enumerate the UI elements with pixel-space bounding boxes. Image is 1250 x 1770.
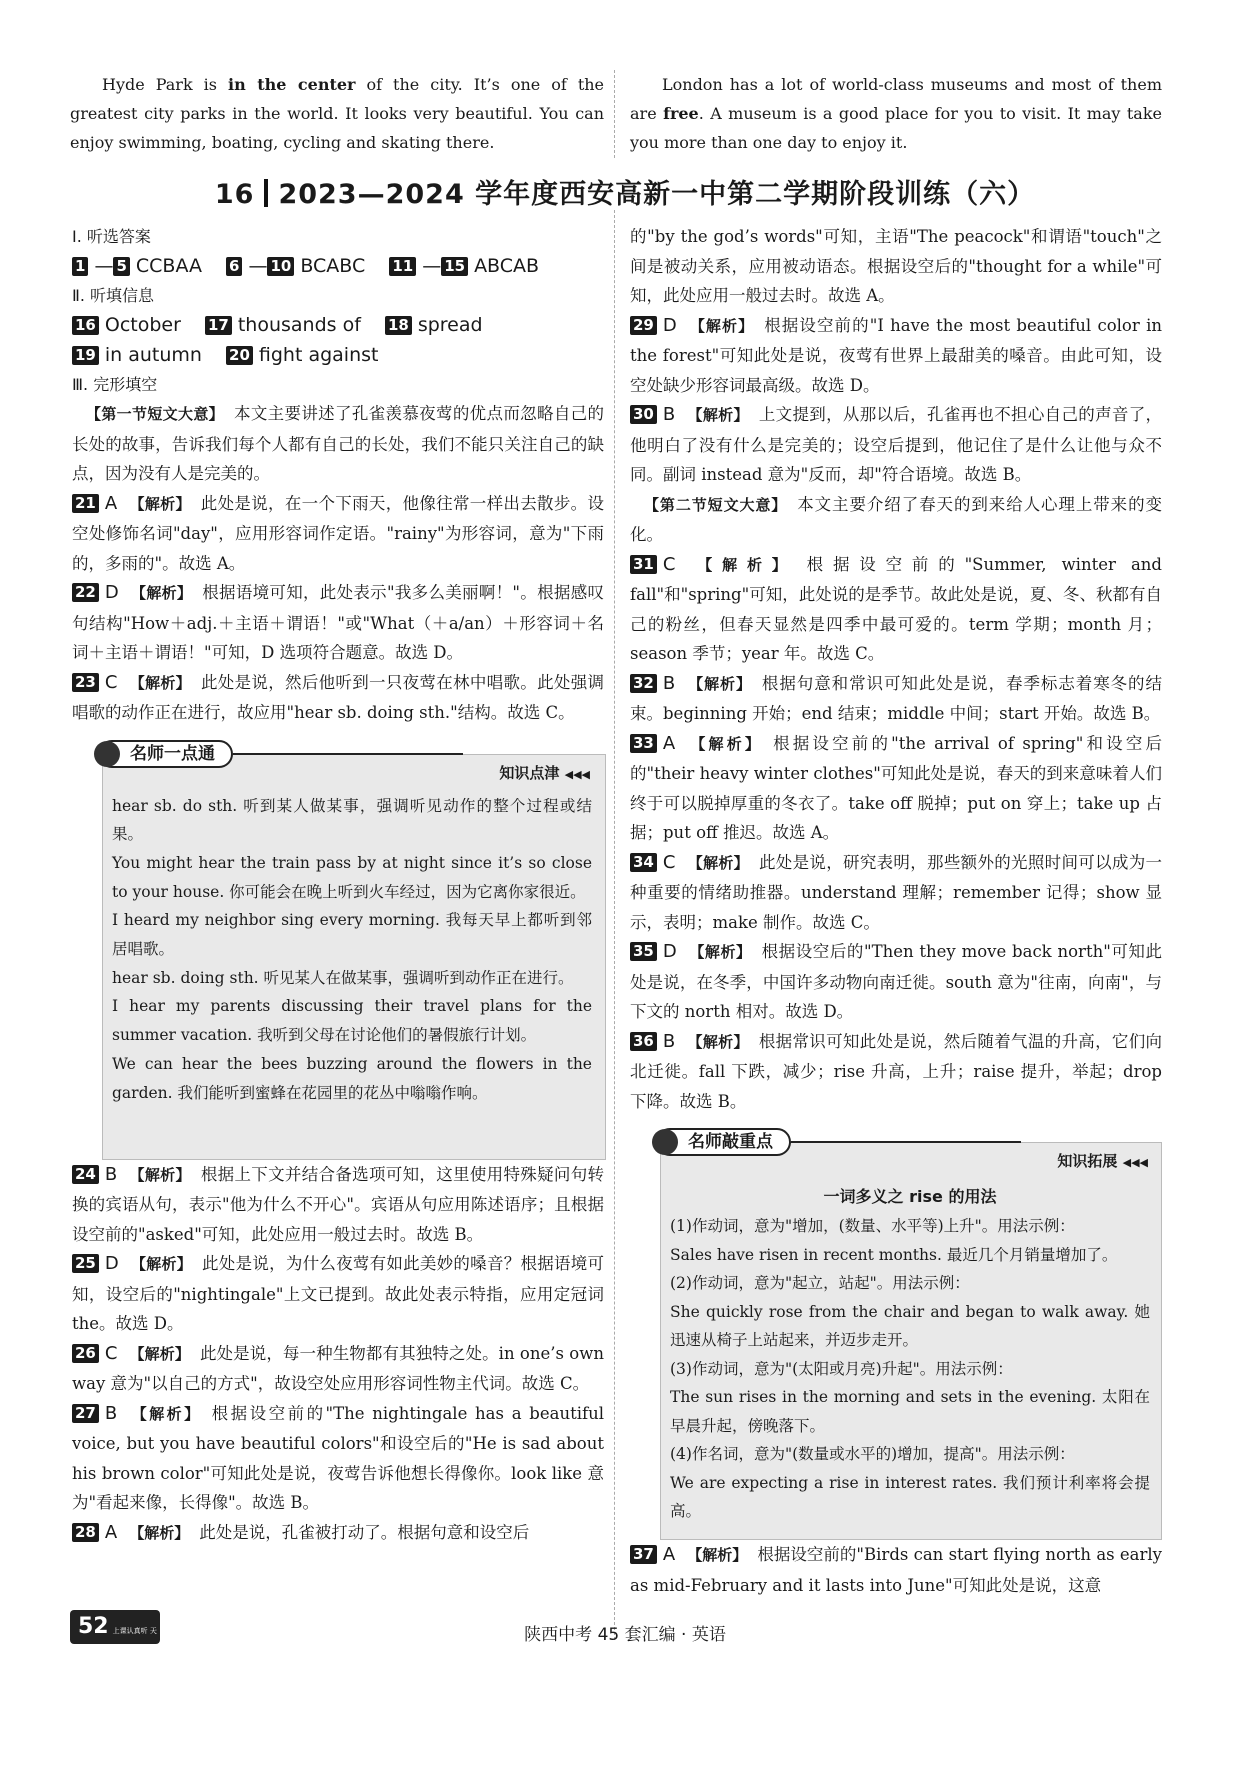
tip-line: (3)作动词，意为"(太阳或月亮)升起"。用法示例： [670,1359,1013,1378]
tip-box [630,1124,1162,1540]
answer-letter: C [662,553,676,575]
analysis-text: 根据设空前的"Summer, winter and fall"和"spring"可知，此处说的是季节。故此处是说，夏、冬、秋都有自己的粉丝，但春天显然是四季中最可爱的。term 学期；month 月；season 季节；year 年。故选 C。 [630,554,1162,663]
analysis-tag: 【解析】 [688,316,755,335]
question-number: 30 [630,405,657,424]
analysis-tag: 【解析】 [688,943,752,961]
analysis-tag: 【解析】 [687,406,749,424]
answer-item [630,550,1162,669]
answer-item [72,489,604,579]
tip-badge: 知识拓展 ◀◀◀ [1057,1152,1148,1170]
tip-line: (1)作动词，意为"增加，(数量、水平等)上升"。用法示例： [670,1217,1075,1235]
answer-letter: B [104,1163,118,1185]
answer-letter: C [104,671,118,693]
question-number: 29 [630,316,657,335]
question-number: 32 [630,674,657,693]
analysis-text: 根据设空前的"Birds can start flying north as early as mid-February and it lasts into June"可知此处是说，这意 [630,1545,1162,1595]
question-number: 21 [72,494,99,513]
left-column [72,222,604,1548]
analysis-tag: 【解析】 [129,1344,190,1363]
question-number: 25 [72,1254,99,1273]
tip-box-content [670,1212,1150,1526]
page-number-badge: 52 上课认真听 天天练不 [70,1610,160,1644]
tip-line: Sales have risen in recent months. 最近几个月销量增加了。 [670,1245,1118,1264]
tip-line: She quickly rose from the chair and began to walk away. 她迅速从椅子上站起来，并迈步走开。 [670,1302,1150,1349]
section-heading: Ⅰ. 听选答案 [72,227,151,246]
tip-line: hear sb. doing sth. 听见某人在做某事，强调听到动作正在进行。 [112,968,574,987]
tip-box-content [112,792,592,1108]
question-number: 24 [72,1165,99,1184]
answer-letter: D [104,1253,119,1274]
tip-line: We can hear the bees buzzing around the flowers in the garden. 我们能听到蜜蜂在花园里的花丛中嗡嗡作响。 [112,1054,592,1102]
analysis-text: 根据常识可知此处是说，然后随着气温的升高，它们向北迁徙。fall 下跌，减少；rise 升高，上升；raise 提升，举起；drop 下降。故选 B。 [630,1031,1162,1111]
analysis-text: 根据设空前的"the arrival of spring"和设空后的"their heavy winter clothes"可知此处是说，春天的到来意味着人们终于可以脱掉厚重的冬衣了。take off 脱掉；put on 穿上；take up 占据；put off 推迟。故选 A。 [630,733,1162,842]
teacher-icon [652,1129,678,1155]
tip-box-header: 名师敲重点 [652,1128,1021,1156]
tip-line: The sun rises in the morning and sets in the evening. 太阳在早晨升起，傍晚落下。 [670,1388,1150,1435]
section-title: 16 2023—2024 学年度西安高新一中第二学期阶段训练（六） [214,179,1036,210]
answer-item [72,578,604,668]
continued-text: 的"by the god’s words"可知，主语"The peacock"和谓语"touch"之间是被动关系，应用被动语态。根据设空后的"thought for a while"可知，此处应用一般过去时。故选 A。 [630,227,1162,305]
tip-line: You might hear the train pass by at night since it’s so close to your house. 你可能会在晚上听到火车经过，因为它离你家很近。 [112,853,592,901]
analysis-text: 根据上下文并结合备选项可知，这里使用特殊疑问句转换的宾语从句，表示"他为什么不开心"。宾语从句应用陈述语序；且根据设空前的"asked"可知，此处应用一般过去时。故选 B。 [72,1164,604,1244]
answer-letter: C [104,1342,118,1364]
analysis-text: 上文提到，从那以后，孔雀再也不担心自己的声音了，他明白了没有什么是完美的；设空后提到，他记住了是什么让他与众不同。副词 instead 意为"反而，却"符合语境。故选 B。 [630,405,1162,484]
analysis-text: 根据设空后的"Then they move back north"可知此处是说，在冬季，中国许多动物向南迁徙。south 意为"往南，向南"，与下文的 north 相对。故选 D。 [630,942,1162,1021]
section-heading: Ⅱ. 听填信息 [72,286,155,305]
answer-letter: D [662,314,677,336]
answer-letter: D [104,582,119,603]
right-column [630,222,1162,1600]
footer-title: 陕西中考 45 套汇编 · 英语 [524,1625,726,1645]
answer-item [630,1027,1162,1117]
teacher-icon [94,741,120,767]
question-number: 28 [72,1523,99,1542]
question-number: 23 [72,673,99,692]
analysis-text: 此处是说，然后他听到一只夜莺在林中唱歌。此处强调唱歌的动作正在进行，故应用"hear sb. doing sth."结构。故选 C。 [72,672,604,722]
question-number: 33 [630,734,657,753]
analysis-text: 此处是说，孔雀被打动了。根据句意和设空后 [199,1522,530,1542]
analysis-text: 根据设空前的"The nightingale has a beautiful voice, but you have beautiful colors"和设空后的"He is sad about his brown color"可知此处是说，夜莺告诉他想长得像你。look like 意为"看起来像，长得像"。故选 B。 [72,1403,604,1512]
answer-item [630,729,1162,848]
section-heading: Ⅲ. 完形填空 [72,375,158,394]
question-number: 22 [72,583,99,602]
analysis-tag: 【解析】 [129,673,191,692]
analysis-tag: 【解析】 [130,584,193,602]
answer-item [630,848,1162,938]
fill-answers: 16 October 17 thousands of 18 spread [72,310,604,340]
question-number: 35 [630,942,657,961]
question-number: 34 [630,853,657,872]
arrows-icon: ◀◀◀ [1122,1156,1148,1169]
answer-item [72,1249,604,1339]
answer-letter: B [662,672,676,694]
analysis-tag: 【解析】 [129,1523,190,1542]
answer-item [630,937,1162,1027]
analysis-tag: 【解析】 [687,1032,749,1051]
analysis-text: 此处是说，研究表明，那些额外的光照时间可以成为一种重要的情绪助推器。understand 理解；remember 记得；show 显示，表明；make 制作。故选 C。 [630,852,1162,932]
answer-letter: C [662,851,676,873]
analysis-text: 根据语境可知，此处表示"我多么美丽啊！"。根据感叹句结构"How＋adj.＋主语＋谓语！"或"What（＋a/an）＋形容词＋名词＋主语＋谓语！"可知，D 选项符合题意。故选 D。 [72,583,604,662]
tip-line: (2)作动词，意为"起立，站起"。用法示例： [670,1274,970,1292]
tip-line: I hear my parents discussing their travel plans for the summer vacation. 我听到父母在讨论他们的暑假旅行计划。 [112,997,592,1045]
question-number: 26 [72,1344,99,1363]
analysis-tag: 【解析】 [687,555,797,574]
answer-letter: A [104,492,118,514]
answer-item [630,669,1162,729]
answer-item [72,1518,604,1549]
analysis-tag: 【解析】 [687,853,749,872]
analysis-tag: 【解析】 [129,1404,202,1423]
analysis-text: 根据句意和常识可知此处是说，春季标志着寒冬的结束。beginning 开始；end 结束；middle 中间；start 开始。故选 B。 [630,673,1162,723]
tip-box [72,736,604,1160]
answer-letter: B [662,1030,676,1052]
tip-box-header: 名师一点通 [94,740,463,768]
question-number: 36 [630,1032,657,1051]
answer-item [72,1339,604,1399]
answer-letter: A [104,1521,118,1543]
top-right-passage: London has a lot of world-class museums and most of them are free. A museum is a good place for you to visit. It may take you more than one day to enjoy it. [630,75,1162,152]
tip-line: (4)作名词，意为"(数量或水平的)增加，提高"。用法示例： [670,1445,1075,1463]
answer-item [630,400,1162,490]
analysis-tag: 【解析】 [687,674,752,693]
tip-line: hear sb. do sth. 听到某人做某事，强调听见动作的整个过程或结果。 [112,796,592,844]
question-number: 31 [630,555,657,574]
answer-item [630,311,1162,401]
tip-line: We are expecting a rise in interest rates. 我们预计利率将会提高。 [670,1473,1150,1520]
tip-badge: 知识点津 ◀◀◀ [499,763,590,782]
answer-letter: D [662,941,677,962]
answer-item [72,1160,604,1250]
question-number: 37 [630,1545,657,1564]
analysis-tag: 【解析】 [129,1165,191,1184]
analysis-tag: 【解析】 [687,1546,748,1564]
answer-letter: B [104,1402,118,1424]
analysis-text: 此处是说，为什么夜莺有如此美妙的嗓音？根据语境可知，设空后的"nightingale"上文已提到。故此处表示特指，应用定冠词 the。故选 D。 [72,1254,604,1333]
answer-item [72,668,604,728]
top-left-passage: Hyde Park is in the center of the city. It’s one of the greatest city parks in the world. It looks very beautiful. You can enjoy swimming, boating, cycling and skating there. [70,75,605,152]
analysis-text: 此处是说，在一个下雨天，他像往常一样出去散步。设空处修饰名词"day"，应用形容词作定语。"rainy"为形容词，意为"下雨的，多雨的"。故选 A。 [72,493,604,573]
answer-letter: B [662,404,676,425]
listening-answers: 1 — 5 CCBAA 6 — 10 BCABC 11 — 15 ABCAB [72,251,604,281]
top-divider [614,70,615,158]
analysis-text: 根据设空前的"I have the most beautiful color in the forest"可知此处是说，夜莺有世界上最甜美的嗓音。由此可知，设空处缺少形容词最高级。故选 D。 [630,315,1162,395]
column-divider [614,210,615,1640]
passage-summary: 【第二节短文大意】 本文主要介绍了春天的到来给人心理上带来的变化。 [630,494,1162,544]
analysis-text: 此处是说，每一种生物都有其独特之处。in one’s own way 意为"以自己的方式"，故设空处应用形容词性物主代词。故选 C。 [72,1343,604,1393]
arrows-icon: ◀◀◀ [564,767,590,781]
analysis-tag: 【解析】 [130,1255,193,1273]
passage-summary: 【第一节短文大意】 本文主要讲述了孔雀羡慕夜莺的优点而忽略自己的长处的故事，告诉我们每个人都有自己的长处，我们不能只关注自己的缺点，因为没有人是完美的。 [72,404,604,483]
question-number: 27 [72,1404,99,1423]
answer-item [630,1540,1162,1600]
answer-letter: A [662,1544,676,1565]
tip-box-subtitle: 一词多义之 rise 的用法 [823,1187,997,1206]
answer-letter: A [662,732,676,754]
analysis-tag: 【解析】 [687,734,764,753]
answer-item [72,1399,604,1518]
fill-answers: 19 in autumn 20 fight against [72,340,604,370]
analysis-tag: 【解析】 [129,494,191,513]
tip-line: I heard my neighbor sing every morning. 我每天早上都听到邻居唱歌。 [112,911,592,959]
